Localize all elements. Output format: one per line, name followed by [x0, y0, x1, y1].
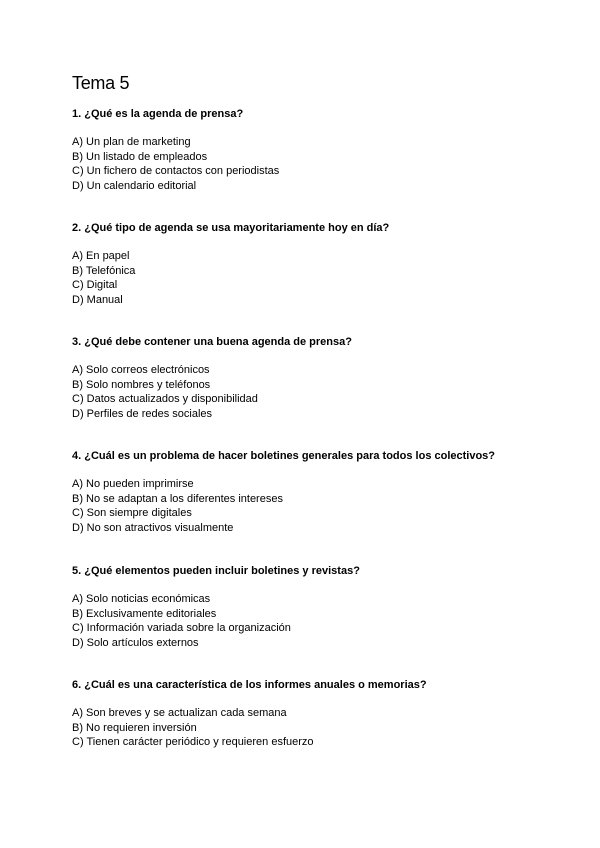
- question-text: 4. ¿Cuál es un problema de hacer boletines generales para todos los colectivos?: [72, 450, 496, 462]
- question-text: 6. ¿Cuál es una característica de los informes anuales o memorias?: [72, 679, 427, 691]
- option-b: B) No requieren inversión: [72, 721, 197, 734]
- option-b: B) Telefónica: [72, 264, 136, 277]
- option-a: A) Son breves y se actualizan cada semana: [72, 707, 287, 719]
- question-3: [72, 335, 542, 421]
- option-b: B) Solo nombres y teléfonos: [72, 378, 211, 391]
- option-a: A) No pueden imprimirse: [72, 478, 194, 490]
- question-text: 3. ¿Qué debe contener una buena agenda de prensa?: [72, 336, 352, 348]
- options-list: [72, 363, 542, 421]
- options-list: [72, 592, 542, 650]
- question-6: [72, 678, 542, 750]
- question-2: [72, 221, 542, 307]
- options-list: [72, 249, 542, 307]
- option-a: A) Solo noticias económicas: [72, 593, 211, 605]
- option-a: A) Solo correos electrónicos: [72, 364, 210, 376]
- option-b: B) Exclusivamente editoriales: [72, 607, 217, 620]
- option-c: C) Datos actualizados y disponibilidad: [72, 393, 258, 406]
- option-c: C) Tienen carácter periódico y requieren esfuerzo: [72, 736, 314, 749]
- option-d: D) No son atractivos visualmente: [72, 521, 234, 534]
- options-list: [72, 135, 542, 193]
- options-list: [72, 706, 542, 750]
- question-text: 2. ¿Qué tipo de agenda se usa mayoritariamente hoy en día?: [72, 222, 390, 234]
- option-d: D) Perfiles de redes sociales: [72, 407, 213, 420]
- option-a: A) En papel: [72, 250, 130, 262]
- page-title: Tema 5: [72, 73, 130, 93]
- question-1: [72, 107, 542, 193]
- question-4: [72, 449, 542, 535]
- option-b: B) No se adaptan a los diferentes intereses: [72, 492, 283, 505]
- option-d: D) Solo artículos externos: [72, 636, 199, 649]
- question-text: 5. ¿Qué elementos pueden incluir boletines y revistas?: [72, 565, 360, 577]
- option-d: D) Un calendario editorial: [72, 179, 197, 192]
- option-b: B) Un listado de empleados: [72, 150, 208, 163]
- question-5: [72, 564, 542, 650]
- option-c: C) Son siempre digitales: [72, 507, 192, 520]
- option-c: C) Un fichero de contactos con periodistas: [72, 165, 280, 178]
- options-list: [72, 477, 542, 535]
- option-d: D) Manual: [72, 293, 123, 306]
- option-c: C) Digital: [72, 279, 118, 292]
- question-text: 1. ¿Qué es la agenda de prensa?: [72, 108, 244, 120]
- option-a: A) Un plan de marketing: [72, 136, 191, 148]
- option-c: C) Información variada sobre la organización: [72, 622, 291, 635]
